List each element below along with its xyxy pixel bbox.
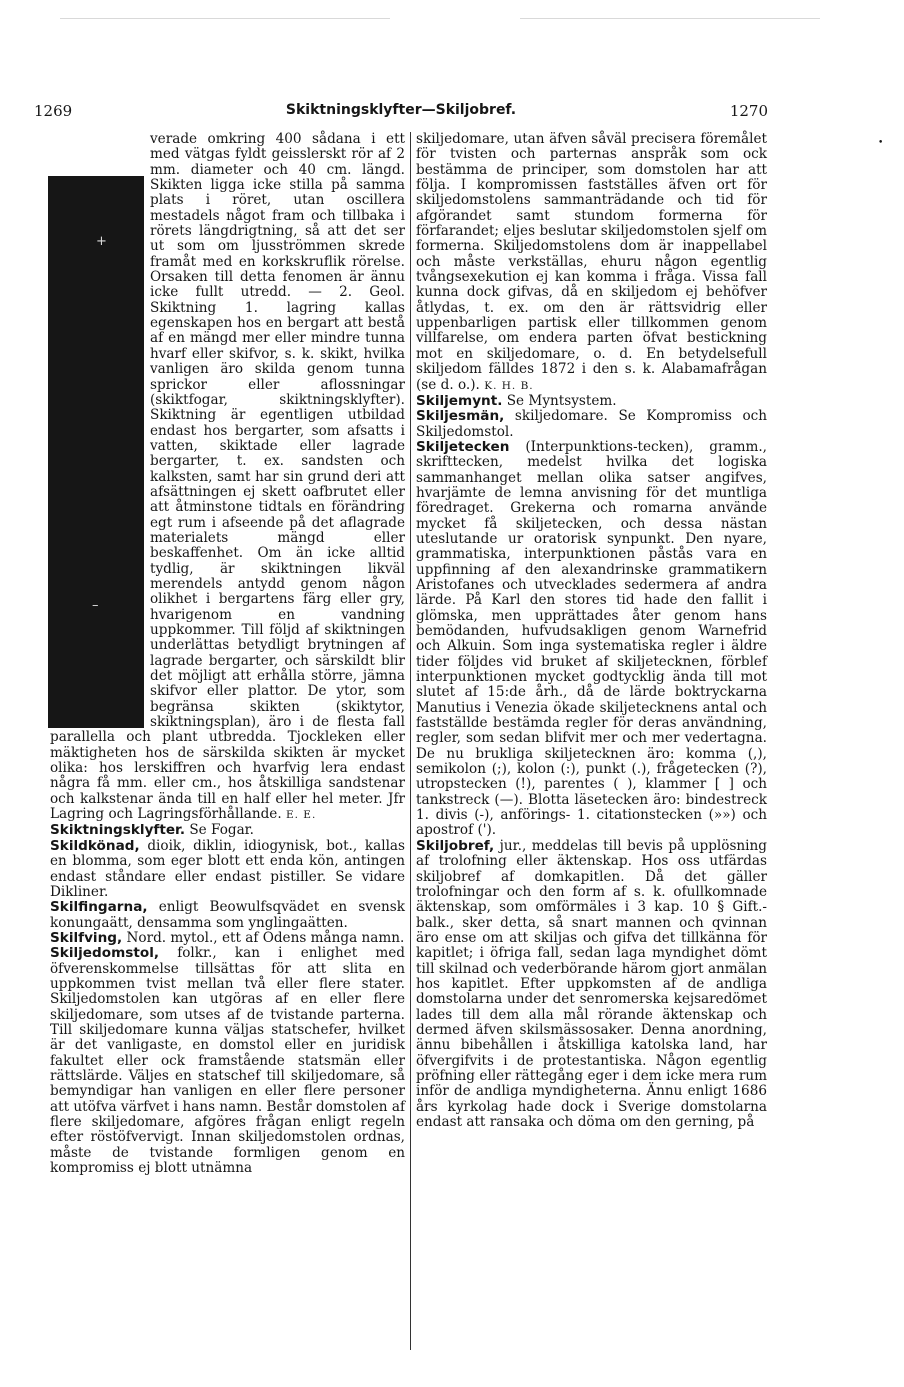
dictionary-entry (50, 823, 405, 838)
dictionary-entry (416, 394, 767, 409)
entry-body: verade omkring 400 sådana i ett med vätgas fyldt geisslerskt rör af 2 mm. diameter och 40 cm. längd. Skikten ligga icke stilla på samma plats i röret, utan oscillera mestadels något fram och tillbaka i rörets längdrigtning, så att det ser ut som om ljusströmmen skrede framåt med en korkskruflik rörelse. Orsaken till detta fenomen är ännu icke fullt utredd. — 2. Geol. Skiktning 1. lagring kallas egenskapen hos en bergart att bestå af en mängd mer eller mindre tunna hvarf eller skifvor, s. k. skikt, hvilka vanligen äro skilda genom tunna sprickor eller aflossningar (skiktfogar, skiktningsklyfter). Skiktning är egentligen utbildad endast hos bergarter, som afsatts i vatten, skiktade eller lagrade bergarter, t. ex. sandsten och kalksten, samt har sin grund deri att afsättningen ej skett oafbrutet eller att åtminstone tidtals en förändring egt rum i afseende på det aflagrade materialets mängd eller beskaffenhet. Om än icke alltid tydlig, är skiktningen likväl merendels antydd genom någon olikhet i bergartens färg eller gry, hvarigenom en vandning uppkommer. Till följd af skiktningen underlättas betydligt brytningen af lagrade bergarter, och särskildt blir det möjligt att erhålla större, jämna skifvor eller plattor. De ytor, som begränsa skikten (skiktytor, skiktningsplan), äro i de flesta fall parallella och plant utbredda. Tjockleken eller mäktigheten hos de särskilda skikten är mycket olika: hos lerskiffren och hvarfvig lera endast några få mm. eller cm., hos åtskilliga sandstenar och kalkstenar ända till en half eller hel meter. Jfr Lagring och Lagringsförhållande. (50, 131, 405, 823)
entry-text: jur., meddelas till bevis på upplösning af trolofning eller äktenskap. Hos oss utfärdas skiljobref af domkapitlen. Då det gäller trolofningar och den form af s. k. ofullkomnade äktenskap, som omförmäles i 3 kap. 10 § Gift.-balk., sker detta, så snart mannen och qvinnan äro ense om att skiljas och gifva det tillkänna för kapitlet; i öfriga fall, sedan laga myndighet dömt till skilnad och vederbörande härom gjort anmälan hos kapitlet. Efter uppkomsten af de andliga domstolarna under det senromerska kejsaredömet lades till dem alla mål rörande äktenskap och dermed äfven skilsmässosaker. Denna anordning, ännu bibehållen i åtskilliga katolska land, har öfvergifvits i de protestantiska. Någon egentlig pröfning eller rättegång eger i dem icke mera rum inför de andliga myndigheterna. Ännu enligt 1686 års kyrkolag hade dock i Sverige domstolarna endast att ransaka och döma om den gerning, på (416, 837, 767, 1130)
entry-body: skiljedomare, utan äfven såväl precisera föremålet för tvisten och parternas anspråk som ock bestämma de principer, som domstolen har att följa. I kompromissen fastställes äfven ort för skiljedomstolens sammanträdande och tid för afgörandet samt stundom formerna för förfarandet; eljes beslutar skiljedomstolen sjelf om formerna. Skiljedomstolens dom är inappellabel och måste verkställas, ehuru någon egentlig tvångsexekution ej kan komma i fråga. Vissa fall kunna dock gifvas, då en skiljedom ej behöfver åtlydas, t. ex. om den är rättsvidrig eller uppenbarligen partisk eller tillkommen genom villfarelse, om endera parten öfvat bestickning mot en skiljedomare, o. d. En betydelsefull skiljedom fälldes 1872 i den s. k. Alabamafrågan (se d. o.). (416, 131, 767, 393)
entry-text: (Interpunktions-tecken), gramm., skrifttecken, medelst hvilka det logiska sammanhanget mellan olika satser angifves, hvarjämte de lemna anvisning för det muntliga föredraget. Grekerna och romarna använde mycket få skiljetecken, och dessa nästan uteslutande ur oratorisk synpunkt. Den nyare, grammatiska, interpunktionen påstås vara en uppfinning af den alexandrinske grammatikern Aristofanes och utvecklades sedermera af andra lärde. På Karl den stores tid hade den fallit i glömska, men upprättades åter genom hans bemödanden, hufvudsakligen genom Warnefrid och Alkuin. Som inga systematiska regler i äldre tider följdes vid bruket af skiljetecknen, förblef interpunktionen mycket godtycklig ända till mot slutet af 15:de årh., då de lärde boktryckarna Manutius i Venezia ökade skiljetecknens antal och fastställde bestämda regler för deras användning, regler, som sedan blifvit mer och mer vedertagna. De nu brukliga skiljetecknen äro: komma (,), semikolon (;), kolon (:), punkt (.), frågetecken (?), utropstecken (!), parentes ( ), klammer [ ] och tankstreck (—). Blotta läsetecken äro: bindestreck 1. divis (-), anförings- 1. citationstecken (»») och apostrof ('). (416, 438, 767, 839)
dictionary-entry (50, 931, 405, 946)
margin-mark: • (878, 138, 884, 148)
entry-headword: Skiljemynt. (416, 392, 503, 409)
running-title: Skiktningsklyfter—Skiljobref. (285, 102, 517, 118)
entry-headword: Skilfingarna, (50, 899, 148, 916)
left-page-number: 1269 (34, 102, 73, 120)
dictionary-entry (50, 900, 405, 931)
page-header (34, 102, 768, 124)
entry-text: Se Fogar. (185, 822, 255, 839)
scan-edge-line (520, 18, 820, 19)
scan-edge-line (60, 18, 390, 19)
right-column (416, 132, 767, 1130)
entry-headword: Skiktningsklyfter. (50, 822, 185, 839)
dictionary-entry (50, 946, 405, 1176)
figure-plus-label: + (96, 234, 107, 249)
entry-text: Nord. mytol., ett af Odens många namn. (122, 929, 405, 946)
entry-headword: Skiljobref, (416, 837, 495, 854)
dictionary-entry (416, 839, 767, 1131)
right-page-number: 1270 (729, 102, 768, 120)
entry-headword: Skiljetecken (416, 438, 510, 455)
left-column (50, 132, 405, 1176)
entry-text: enligt Beowulfsqvädet en svensk konungaätt, densamma som ynglingaätten. (50, 899, 405, 931)
dictionary-entry (416, 409, 767, 440)
entry-headword: Skilfving, (50, 929, 123, 946)
author-signature: E. E. (285, 809, 317, 822)
dictionary-entry (50, 839, 405, 900)
column-divider (410, 132, 411, 1350)
entry-text: Se Myntsystem. (502, 392, 617, 409)
entry-headword: Skiljedomstol, (50, 945, 160, 962)
entry-text: folkr., kan i enlighet med öfverenskommelse tillsättas för att slita en uppkommen tvist mellan två eller flere stater. Skiljedomstolen kan utgöras af en eller flere skiljedomare, som utses af de tvistande parterna. Till skiljedomare kunna väljas statschefer, hvilket är det vanligaste, en domstol eller en juridisk fakultet eller ock framstående statsmän eller rättslärde. Väljes en statschef till skiljedomare, så bemyndigar han vanligen en eller flere personer att utöfva värfvet i hans namn. Består domstolen af flere skiljedomare, afgöres frågan enligt regeln efter röstöfvervigt. Innan skiljedomstolen ordnas, måste de tvistande formligen genom en kompromiss ej blott utnämna (50, 945, 405, 1177)
entry-text: dioik, diklin, idiogynisk, bot., kallas en blomma, som eger blott ett enda kön, antingen endast ståndare eller endast pistiller. Se vidare Dikliner. (50, 837, 405, 900)
entry-paragraph (416, 132, 767, 394)
entry-headword: Skiljesmän, (416, 408, 505, 425)
discharge-tube-figure (48, 176, 144, 728)
figure-minus-label: – (92, 598, 99, 613)
entry-headword: Skildkönad, (50, 837, 140, 854)
entry-text: skiljedomare. Se Kompromiss och Skiljedomstol. (416, 408, 767, 440)
author-signature: K. H. B. (484, 379, 534, 392)
dictionary-entry (416, 440, 767, 839)
